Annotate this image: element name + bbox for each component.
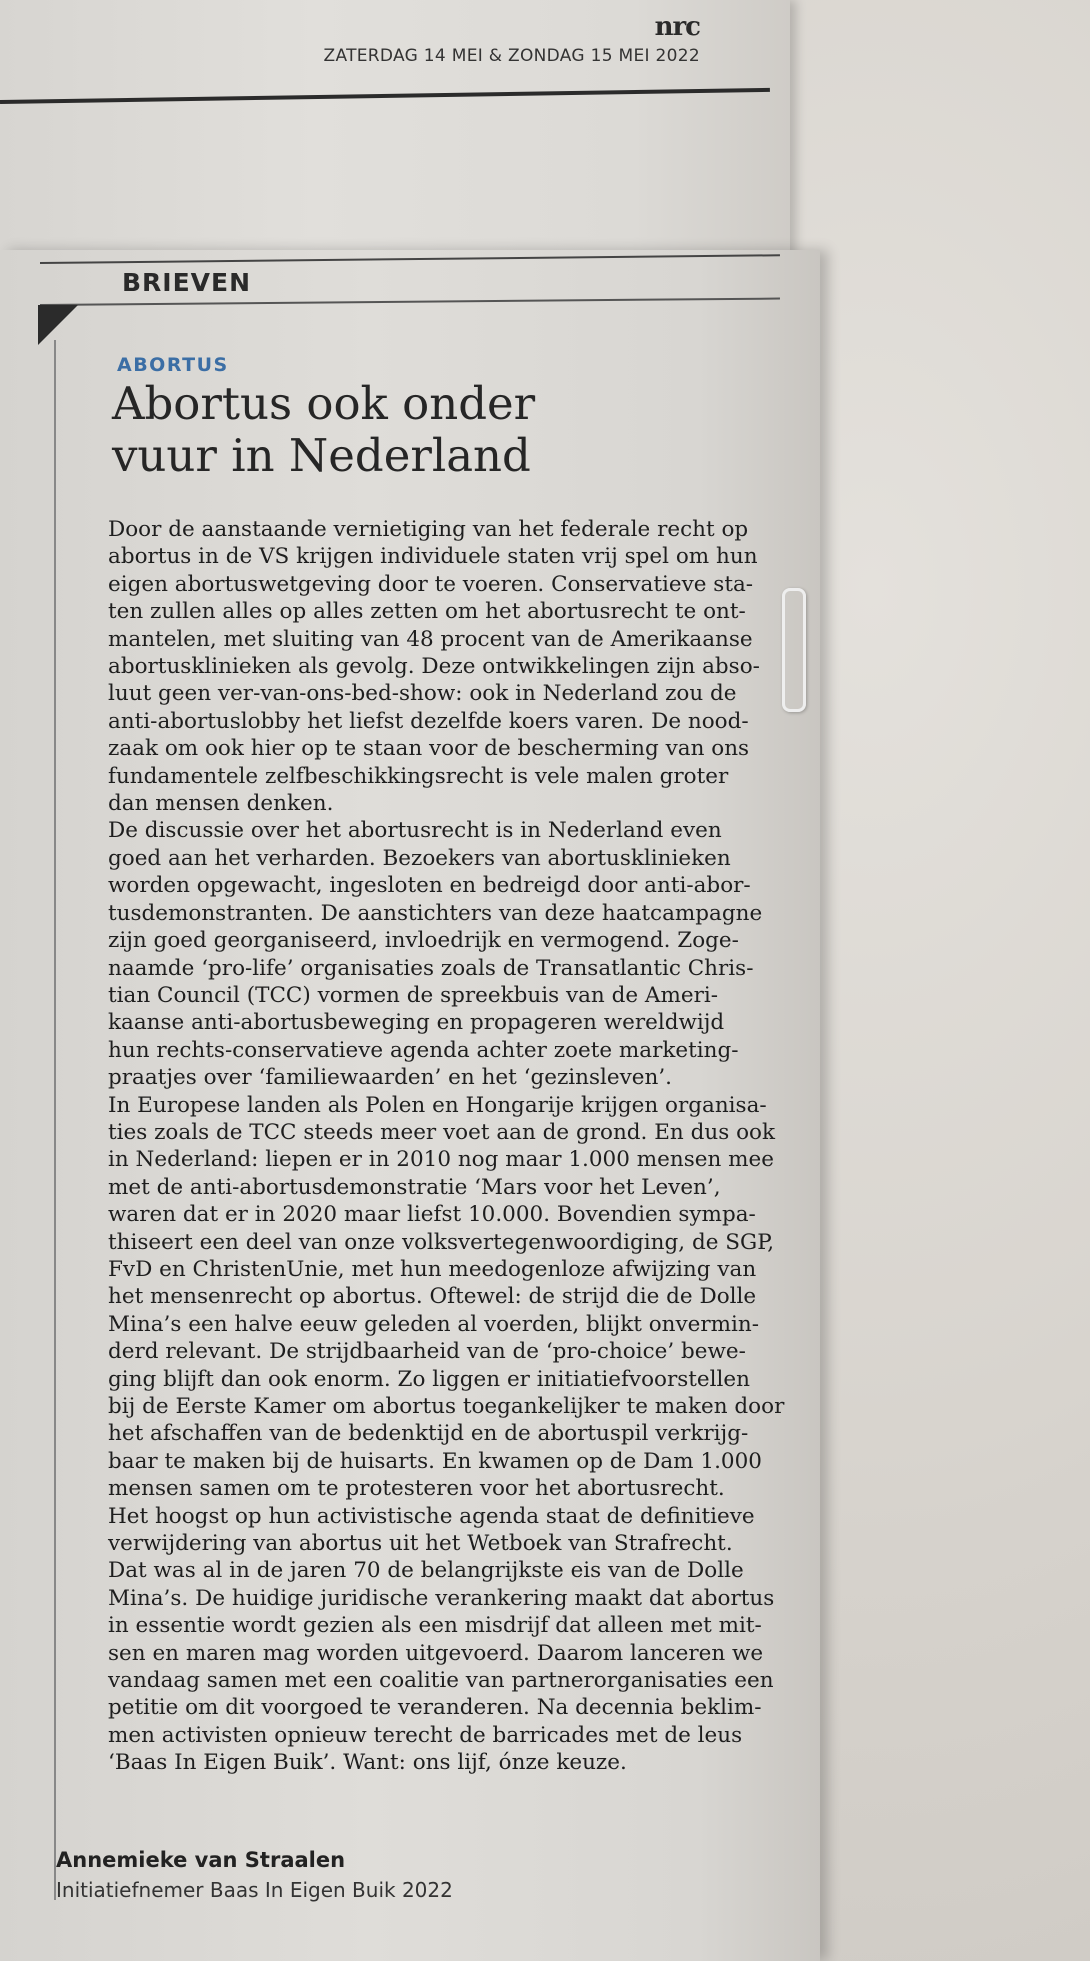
corner-marker [38,305,78,345]
body-line: mantelen, met sluiting van 48 procent van de Amerikaanse [108,626,753,652]
body-line: petitie om dit voorgoed te veranderen. Na decennia beklim- [108,1695,762,1721]
body-line: anti-abortuslobby het liefst dezelfde koers varen. De nood- [108,708,749,734]
body-line: praatjes over ‘familiewaarden’ en het ‘gezinsleven’. [108,1065,673,1091]
body-line: Mina’s een halve eeuw geleden al voerden, blijkt onvermin- [108,1311,760,1337]
body-line: derd relevant. De strijdbaarheid van de ‘pro-choice’ bewe- [108,1339,746,1365]
body-line: thiseert een deel van onze volksvertegenwoordiging, de SGP, [108,1229,775,1255]
body-line: In Europese landen als Polen en Hongarije krijgen organisa- [108,1092,767,1118]
body-line: het mensenrecht op abortus. Oftewel: de strijd die de Dolle [108,1284,757,1310]
body-line: eigen abortuswetgeving door te voeren. Conservatieve sta- [108,571,754,597]
body-line: fundamentele zelfbeschikkingsrecht is vele malen groter [108,763,729,789]
body-line: goed aan het verharden. Bezoekers van abortusklinieken [108,845,731,871]
body-line: Door de aanstaande vernietiging van het federale recht op [108,517,749,542]
author-role: Initiatiefnemer Baas In Eigen Buik 2022 [56,1878,453,1902]
article-kicker: ABORTUS [117,354,229,376]
body-line: in essentie wordt gezien als een misdrijf dat alleen met mit- [108,1613,762,1639]
nrc-logo: nrc [654,12,700,42]
author-name: Annemieke van Straalen [56,1848,346,1872]
headline-line: Abortus ook onder [112,377,536,430]
body-line: vandaag samen met een coalitie van partnerorganisaties een [108,1668,774,1694]
body-line: naamde ‘pro-life’ organisaties zoals de Transatlantic Chris- [108,955,754,981]
body-line: luut geen ver-van-ons-bed-show: ook in Nederland zou de [108,681,737,707]
article-body [108,516,788,1777]
body-line: tusdemonstranten. De aanstichters van deze haatcampagne [108,900,763,926]
body-line: ‘Baas In Eigen Buik’. Want: ons lijf, ónze keuze. [108,1750,627,1776]
body-line: hun rechts-conservatieve agenda achter zoete marketing- [108,1037,739,1063]
body-line: Dat was al in de jaren 70 de belangrijkste eis van de Dolle [108,1558,744,1584]
headline-line: vuur in Nederland [112,429,531,482]
staple-clip [782,588,806,712]
body-line: worden opgewacht, ingesloten en bedreigd door anti-abor- [108,873,751,899]
body-line: mensen samen om te protesteren voor het abortusrecht. [108,1476,725,1502]
body-line: men activisten opnieuw terecht de barricades met de leus [108,1722,743,1748]
body-line: sen en maren mag worden uitgevoerd. Daarom lanceren we [108,1640,764,1666]
body-line: met de anti-abortusdemonstratie ‘Mars voor het Leven’, [108,1174,721,1200]
column-rule [54,340,56,1900]
body-line: ging blijft dan ook enorm. Zo liggen er initiatiefvoorstellen [108,1366,750,1392]
body-line: Het hoogst op hun activistische agenda staat de definitieve [108,1503,755,1529]
dateline: ZATERDAG 14 MEI & ZONDAG 15 MEI 2022 [323,46,700,66]
body-line: kaanse anti-abortusbeweging en propageren wereldwijd [108,1010,725,1036]
body-line: in Nederland: liepen er in 2010 nog maar 1.000 mensen mee [108,1147,774,1173]
body-line: abortusklinieken als gevolg. Deze ontwikkelingen zijn abso- [108,654,760,680]
body-line: zaak om ook hier op te staan voor de bescherming van ons [108,736,750,762]
body-line: waren dat er in 2020 maar liefst 10.000. Bovendien sympa- [108,1202,756,1228]
body-line: dan mensen denken. [108,791,334,817]
body-line: abortus in de VS krijgen individuele staten vrij spel om hun [108,544,758,570]
body-line: zijn goed georganiseerd, invloedrijk en vermogend. Zoge- [108,928,739,954]
article-headline [112,378,712,482]
body-line: bij de Eerste Kamer om abortus toegankelijker te maken door [108,1394,785,1419]
body-line: FvD en ChristenUnie, met hun meedogenloze afwijzing van [108,1256,757,1282]
body-line: tian Council (TCC) vormen de spreekbuis van de Ameri- [108,982,718,1008]
body-line: De discussie over het abortusrecht is in Nederland even [108,818,722,844]
body-line: baar te maken bij de huisarts. En kwamen op de Dam 1.000 [108,1448,762,1474]
body-line: Mina’s. De huidige juridische verankering maakt dat abortus [108,1585,775,1611]
body-line: ties zoals de TCC steeds meer voet aan de grond. En dus ook [108,1119,775,1145]
body-line: ten zullen alles op alles zetten om het abortusrecht te ont- [108,599,746,625]
body-line: het afschaffen van de bedenktijd en de abortuspil verkrijg- [108,1421,749,1447]
section-label: BRIEVEN [122,268,252,297]
masthead [324,14,700,66]
body-line: verwijdering van abortus uit het Wetboek van Strafrecht. [108,1531,733,1557]
